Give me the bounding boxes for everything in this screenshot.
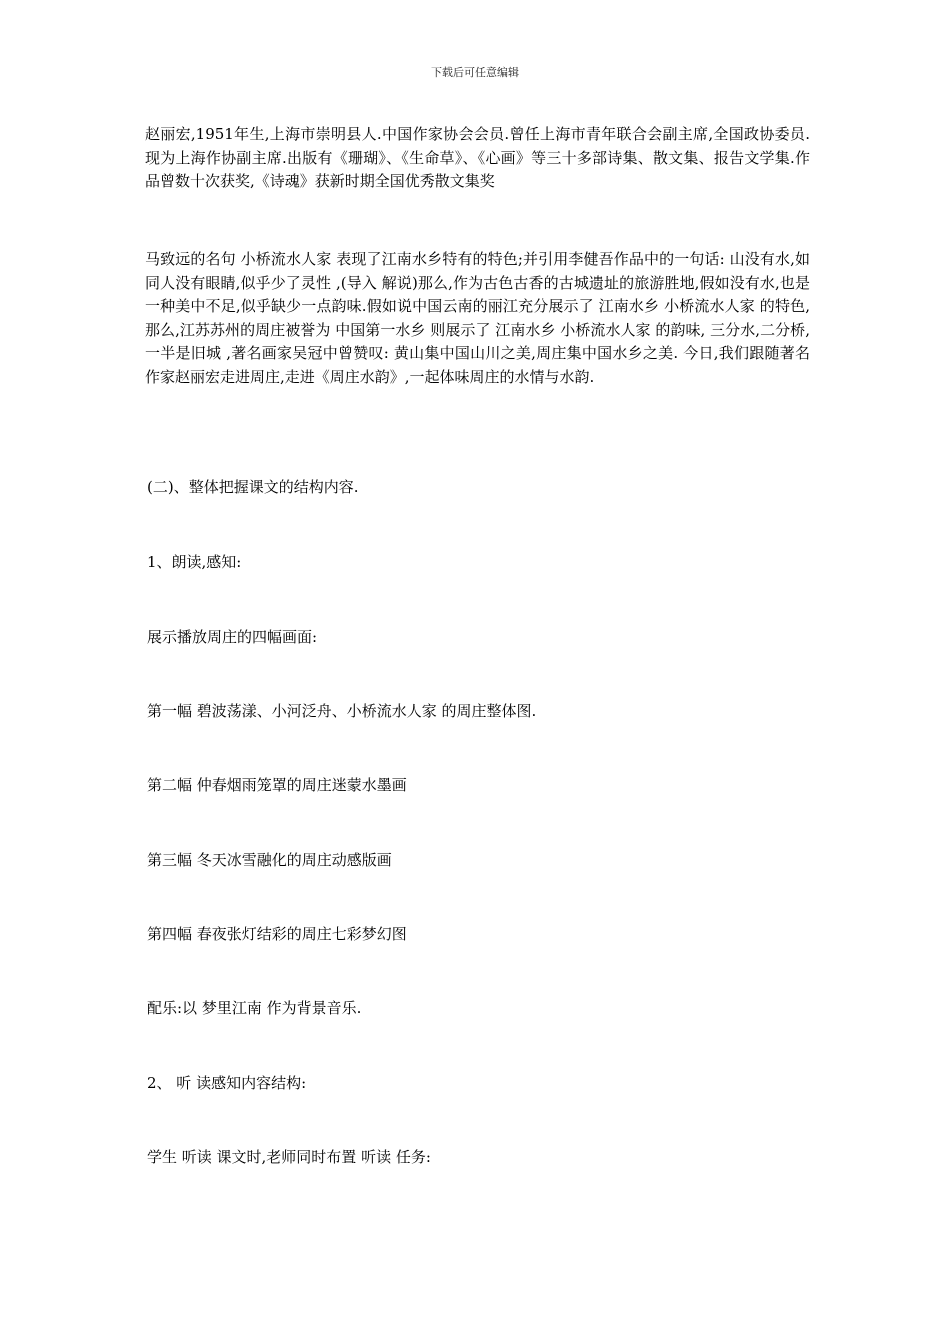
picture-1-line: 第一幅 碧波荡漾、小河泛舟、小桥流水人家 的周庄整体图. [147,702,537,720]
picture-2-line: 第二幅 仲春烟雨笼罩的周庄迷蒙水墨画 [147,776,407,794]
step-1-heading: 1、朗读,感知: [147,553,242,571]
picture-3-line: 第三幅 冬天冰雪融化的周庄动感版画 [147,851,392,869]
picture-4-line: 第四幅 春夜张灯结彩的周庄七彩梦幻图 [147,925,407,943]
step-2-heading: 2、 听 读感知内容结构: [147,1074,307,1092]
section-heading: (二)、整体把握课文的结构内容. [147,478,359,496]
show-pictures-line: 展示播放周庄的四幅画面: [147,628,318,646]
listening-task-line: 学生 听读 课文时,老师同时布置 听读 任务: [147,1148,431,1166]
intro-paragraph: 马致远的名句 小桥流水人家 表现了江南水乡特有的特色;并引用李健吾作品中的一句话: 山没有水,如同人没有眼睛,似乎少了灵性 ,(导入 解说)那么,作为古色古香的古城遗址的旅游胜地,假如没有水,也是一种美中不足,似乎缺少一点韵味.假如说中国云南的丽江充分展示了 江南水乡 小桥流水人家 的特色,那么,江苏苏州的周庄被誉为 中国第一水乡 则展示了 江南水乡 小桥流水人家 的韵味, 三分水,二分桥,一半是旧城 ,著名画家吴冠中曾赞叹: 黄山集中国山川之美,周庄集中国水乡之美. 今日,我们跟随著名作家赵丽宏走进周庄,走进《周庄水韵》,一起体味周庄的水情与水韵. [145,250,810,386]
author-bio-paragraph: 赵丽宏,1951年生,上海市崇明县人.中国作家协会会员.曾任上海市青年联合会副主席,全国政协委员.现为上海作协副主席.出版有《珊瑚》、《生命草》、《心画》等三十多部诗集、散文集、报告文学集.作品曾数十次获奖,《诗魂》获新时期全国优秀散文集奖 [145,125,810,190]
page-header-note: 下载后可任意编辑 [431,66,519,79]
background-music-line: 配乐:以 梦里江南 作为背景音乐. [147,999,362,1017]
